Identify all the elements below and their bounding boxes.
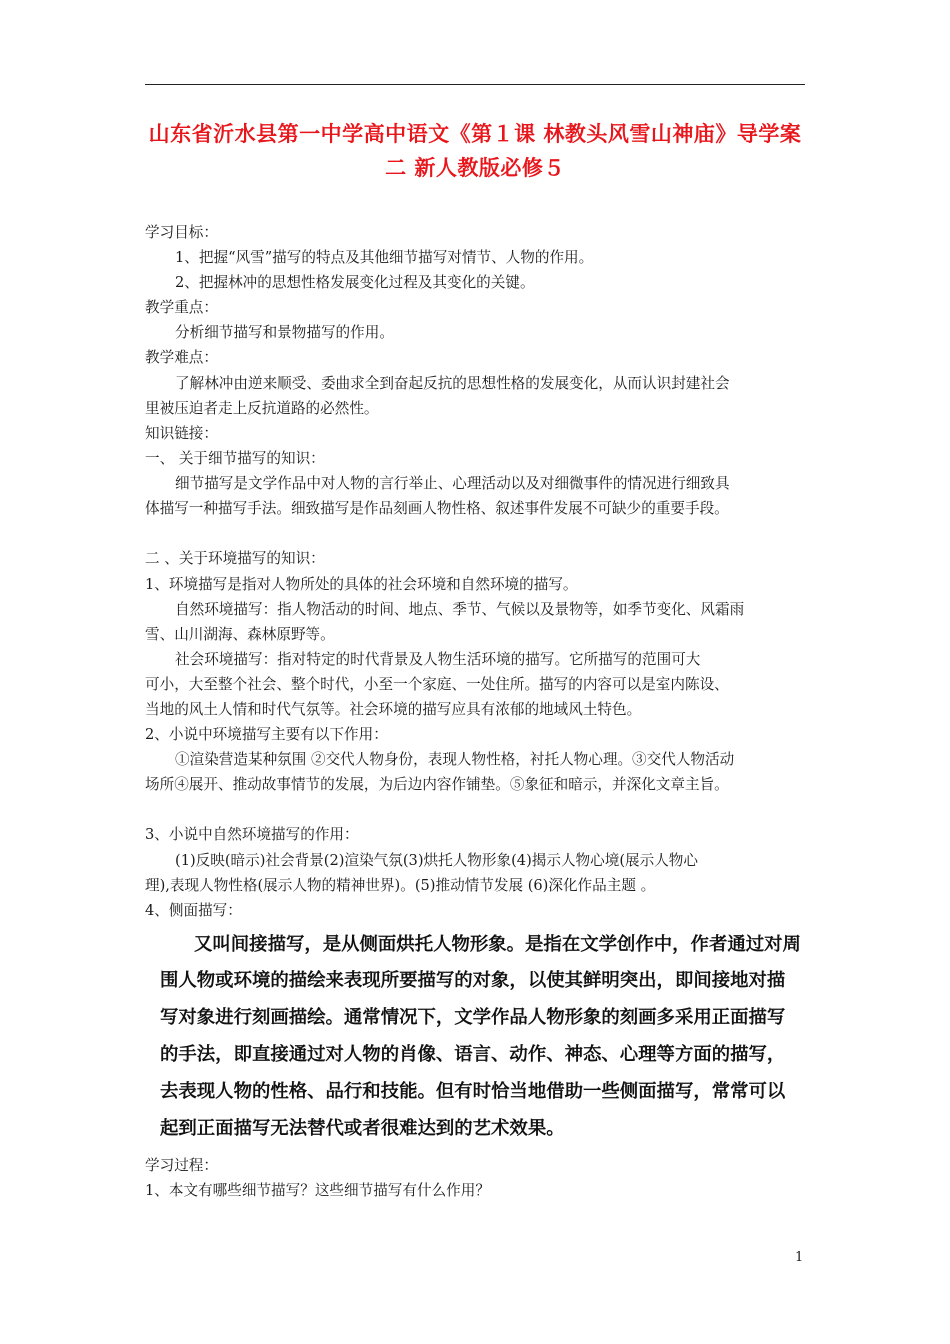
section-1-heading: 一、 关于细节描写的知识：: [145, 450, 325, 467]
env-functions-line2: 场所④展开、推动故事情节的发展，为后边内容作铺垫。⑤象征和暗示，并深化文章主旨。: [145, 776, 729, 793]
image-text-line6: 起到正面描写无法替代或者很难达到的艺术效果。: [160, 1118, 565, 1139]
goal-item-1: 1、把握“风雪”描写的特点及其他细节描写对情节、人物的作用。: [175, 249, 594, 266]
side-desc-heading: 4、侧面描写：: [145, 902, 242, 919]
social-env-line3: 当地的风土人情和时代气氛等。社会环境的描写应具有浓郁的地域风土特色。: [145, 701, 642, 718]
natural-env-line1: 自然环境描写：指人物活动的时间、地点、季节、气候以及景物等，如季节变化、风霜雨: [175, 601, 745, 618]
social-env-line2: 可小，大至整个社会、整个时代，小至一个家庭、一处住所。描写的内容可以是室内陈设、: [145, 676, 729, 693]
difficulty-text-line1: 了解林冲由逆来顺受、委曲求全到奋起反抗的思想性格的发展变化，从而认识封建社会: [175, 375, 730, 392]
question-1: 1、本文有哪些细节描写？这些细节描写有什么作用？: [145, 1182, 490, 1199]
nature-functions-line2: 理),表现人物性格(展示人物的精神世界)。(5)推动情节发展 (6)深化作品主题 。: [145, 877, 656, 894]
image-text-line3: 写对象进行刻画描绘。通常情况下，文学作品人物形象的刻画多采用正面描写: [160, 1007, 786, 1028]
nature-functions-heading: 3、小说中自然环境描写的作用：: [145, 826, 359, 843]
heading-knowledge-link: 知识链接：: [145, 425, 218, 442]
env-functions-heading: 2、小说中环境描写主要有以下作用：: [145, 726, 388, 743]
doc-title-line2: 二 新人教版必修５: [385, 156, 565, 180]
detail-desc-line2: 体描写一种描写手法。细致描写是作品刻画人物性格、叙述事件发展不可缺少的重要手段。: [145, 500, 729, 517]
heading-learning-process: 学习过程：: [145, 1157, 218, 1174]
page-number: 1: [795, 1250, 804, 1265]
key-point-text: 分析细节描写和景物描写的作用。: [175, 324, 394, 341]
nature-functions-line1: (1)反映(暗示)社会背景(2)渲染气氛(3)烘托人物形象(4)揭示人物心境(展示人物心: [175, 852, 698, 869]
natural-env-line2: 雪、山川湖海、森林原野等。: [145, 626, 335, 643]
image-text-line2: 围人物或环境的描绘来表现所要描写的对象，以使其鲜明突出，即间接地对描: [160, 970, 786, 991]
goal-item-2: 2、把握林冲的思想性格发展变化过程及其变化的关键。: [175, 274, 535, 291]
image-text-line1: 又叫间接描写，是从侧面烘托人物形象。是指在文学创作中，作者通过对周: [194, 934, 801, 955]
image-text-line5: 去表现人物的性格、品行和技能。但有时恰当地借助一些侧面描写，常常可以: [160, 1081, 786, 1102]
social-env-line1: 社会环境描写：指对特定的时代背景及人物生活环境的描写。它所描写的范围可大: [175, 651, 701, 668]
difficulty-text-line2: 里被压迫者走上反抗道路的必然性。: [145, 400, 379, 417]
env-desc-def: 1、环境描写是指对人物所处的具体的社会环境和自然环境的描写。: [145, 576, 578, 593]
section-2-heading: 二 、关于环境描写的知识：: [145, 550, 325, 567]
header-rule: [145, 84, 805, 85]
heading-key-points: 教学重点：: [145, 299, 218, 316]
heading-difficulties: 教学难点：: [145, 349, 218, 366]
doc-title-line1: 山东省沂水县第一中学高中语文《第１课 林教头风雪山神庙》导学案: [148, 122, 802, 146]
image-text-line4: 的手法，即直接通过对人物的肖像、语言、动作、神态、心理等方面的描写，: [160, 1044, 786, 1065]
detail-desc-line1: 细节描写是文学作品中对人物的言行举止、心理活动以及对细微事件的情况进行细致具: [175, 475, 730, 492]
env-functions-line1: ①渲染营造某种氛围 ②交代人物身份，表现人物性格，衬托人物心理。③交代人物活动: [175, 751, 735, 768]
heading-learning-goals: 学习目标：: [145, 224, 218, 241]
